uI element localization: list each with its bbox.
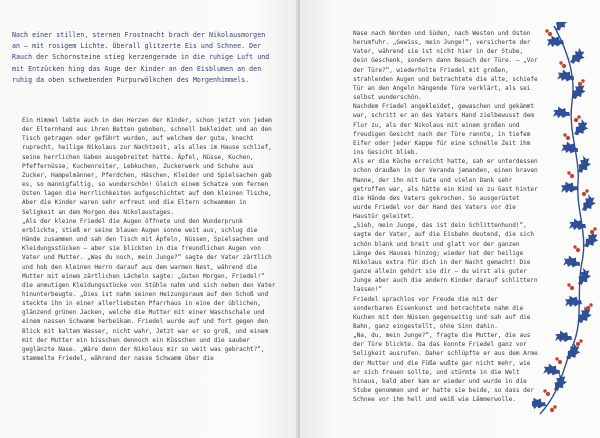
holly-berry [567,171,570,174]
holly-leaf [558,138,580,160]
left-page [0,0,298,438]
holly-berry [562,64,566,68]
intro-text: Nach einer stillen, sternen Frostnacht brach der Nikolausmorgen an – mit rosigem Lichte. Überall glitzerte Eis und Schnee. Der Rauch der Schornsteine stieg kerzengerade in die ruhige Luft und mit Entzücken hing das Auge der Kinder an den Eisblumen an den ruhig da oben schwebenden Purpurwölkchen des Morgenhimmels. [12,31,270,84]
holly-berry [563,133,566,136]
holly-leaf [548,372,570,393]
holly-leaf [558,178,580,199]
holly-berry [546,392,550,396]
holly-berry [593,227,596,230]
right-body-text [353,29,539,404]
holly-berry [589,303,592,306]
holly-berry [581,79,584,82]
holly-berry [590,230,594,234]
holly-berry [559,61,562,64]
holly-berry [567,283,570,286]
holly-berry [570,286,574,290]
holly-berry [574,118,578,122]
holly-berry [578,82,582,86]
right-page [300,0,600,438]
holly-berry [585,189,588,192]
holly-leaf [549,22,571,33]
holly-leaf [550,103,572,124]
holly-leaf [572,266,594,287]
holly-leaves [532,22,600,415]
holly-leaf [560,252,582,274]
holly-berry [566,136,570,140]
holly-berry [555,357,558,360]
holly-berry [579,339,582,342]
holly-leaf [572,154,594,175]
holly-berry [586,306,590,310]
holly-berry [577,115,580,118]
holly-berry [570,174,574,178]
holly-berry [545,29,548,32]
left-body-text [22,116,278,363]
holly-berry [558,360,562,364]
intro-paragraph [12,30,274,86]
holly-leaf [573,304,595,325]
holly-leaf [566,215,588,236]
holly-berry [553,405,556,408]
holly-berry [582,192,586,196]
holly-berry [573,245,576,248]
holly-berry [550,408,554,412]
right-body-paragraph: Nase nach Norden und Süden, nach Westen und Osten herumfuhr. „Gewiss, mein Junge!“, versicherte der Vater, während sie ist nicht hier in der Stube, dein Geschenk, sondern dann Besuch der Türe. – „Vor der Türe?“, wiederholte Friedel mit großen, strahlenden Augen und betrachtete die alte, schiefe Tür an den Angeln hängende Türe verklärt, als sei selbst wunderschön. Nachdem Friedel angekleidet, gewaschen und gekämmt war, schritt er an des Vaters Hand zielbewusst dem Flur zu, als der Nikolaus mit einem großen und freudigen Gesicht nach der Türe rannte, in tiefem Eifer oder jeder Kappe für eine schnelle Zeit ihm ins Gesicht blieb. Als er die Küche erreicht hatte, sah er unterdessen schon draußen in der Veranda jemanden, einen braven Manne, der ihn mit Gute und vielen Dank sehr getroffen war, als hätte ein Kind so zu Gast hinter die Hände des Vaters gekrochen. So ausgerüstet wurde Friedel vor der Hand des Vaters vor die Haustür geleitet. „Sieh, mein Junge, das ist dein Schlittenhund!“, sagte der Vater, auf die Eisbahn deutend, die sich schön blank und breit und glatt vor der ganzen Länge des Hauses hinzog; wieder hat der heilige Nikolaus extra für dich in der Nacht gemacht! Die ganze allein gehört sie dir – du wirst als guter Junge aber auch die andern Kinder darauf schlittern lassen!“ Friedel sprachlos vor Freude die mit der sonderbaren Eisenkunst und betrachtete nahm die Kuchen mit den Nüssen gegenseitig und sah auf die Bahn, ganz eingestellt, ohne Sinn dahin. „Na, du, mein Junge?“, fragte die Mutter, die aus der Türe blickte. Da das konnte Friedel ganz vor Seligkeit ausrufen. Daher schlüpfte er aus dem Arme der Mutter und die Füße wußte gar nicht mehr, wie er sich freuen sollte, und stürmte in die Welt hinaus, bald aber kam er wieder und wurde in die Stube genommen und er hatte sie beide, so dass der Schnee vor ihm hell und weiß wie Lämmerwolle. [353,30,538,404]
left-body-paragraph: Ein Himmel lebte auch in den Herzen der Kinder, schon jetzt von jedem der Elternhand aus ihren Betten geboben, schnell bekleidet und an den Tisch getragen oder geführt wurden, auf welchem der gute, knecht ruprecht, heilige Nikolaus zur Nachtzeit, als alles im Hause schlief, seine herrlichen Gaben ausgebreitet hatte. Äpfel, Nüsse, Kuchen, Pfeffernüsse, Kuchenreiter, Lebkuchen, Zuckerwerk und Schuhe aus Zucker, Hampelmänner, Pferdchen, Häschen, Kleider und Spielsachen gab es, so mannigfaltig, so wunderschön! Gleich einem Schatze vom fernen Osten lagen die Herrlichkeiten aufgeschichtet auf dem kleinen Tische, Aber die Kinder waren sehr erfreut und die Eltern schwammen in Seligkeit an dem Morgen des Nikolaustages. „Als der kleine Friedel die Augen öffnete und den Wunderprunk erblickte, stieß er seine blauen Augen sonne weit aus, schlug die Hände zusammen und sah den Tisch mit Äpfeln, Nüssen, Spielsachen und Kleidungsstücken – aber sie blickten in die freundlichen Augen von Vater und Mutter. „Was du noch, mein Junge?“ sagte der Vater zärtlich und hob den kleinen Herrn darauf aus dem warmen Nest, während die Mutter mit einem zärtlichen Lächeln sagte: „Guten Morgen, Friedel!“ die anmutigen Kleidungsstücke von Stühle nahm und sich neben den Vater hinunterbeugte. „Dies ist nahm seinen Heizungsraum auf den Schoß und steckte ihn in einer allerliebsten Pfarrhaus in eine der üblichen, glänzend grünen Jacken, welche die Mutter mit einer Waschschale und einem nassen Schwamm herbeikam. Friedel wurde auf und fort gegen den Blick mit kaltem Wasser, nicht wahr, Jetzt war er so groß, und einem mit der Mutter ein bisschen dennoch ein Küsschen und die sauber geglänzte Nase. „Wäre denn der Nikolaus mir so weit was gebracht?“, stammelte Friedel, während der nasse Schwamm über die [22,117,276,363]
holly-leaf [567,80,589,101]
holly-leaf [532,394,548,415]
holly-berry [548,32,552,36]
holly-leaf [562,292,584,313]
holly-leaf [552,327,574,348]
holly-vine-stem [540,26,584,414]
holly-leaf [544,32,566,53]
holly-berry [576,248,580,252]
holly-berry [576,342,580,346]
holly-ornament-icon [532,22,600,417]
holly-berry [543,389,546,392]
